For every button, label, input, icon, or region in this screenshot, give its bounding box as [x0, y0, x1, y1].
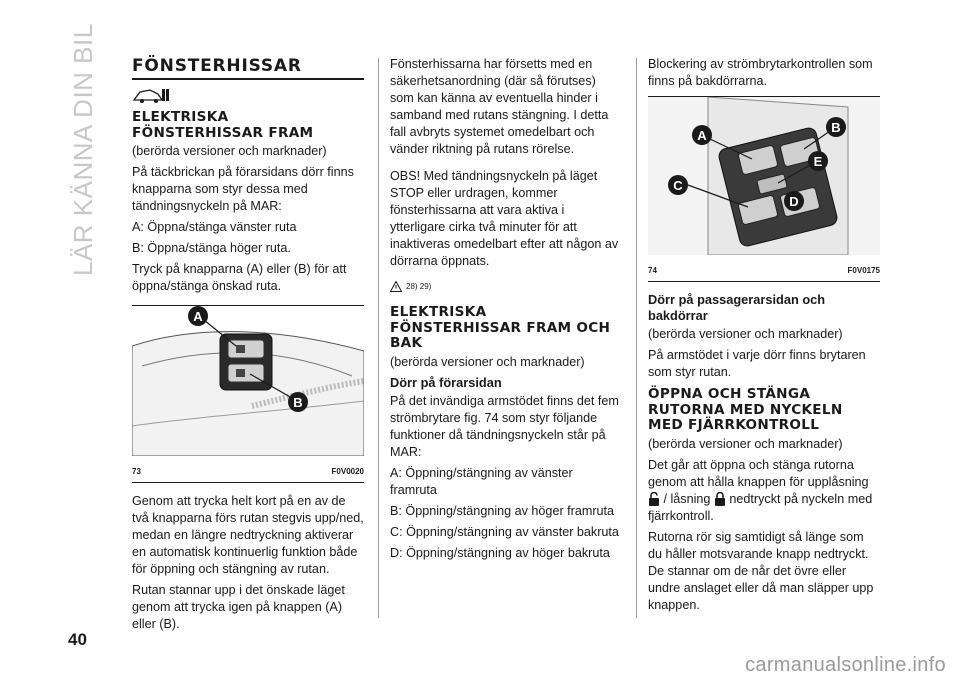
page-number: 40 — [68, 630, 87, 649]
paragraph: (berörda versioner och marknader) — [648, 327, 843, 341]
paragraph: B: Öppning/stängning av höger framruta — [390, 503, 615, 518]
paragraph: På täckbrickan på förarsidans dörr finns knapparna som styr dessa med tändningsnyckeln på MAR: — [132, 165, 354, 213]
paragraph: (berörda versioner och marknader) — [132, 144, 327, 158]
armrest-switches-illustration — [648, 97, 880, 255]
paragraph: Det går att öppna och stänga rutorna genom att hålla knappen för upplåsning / låsning nedtryckt på nyckeln med fjärrkontroll. — [648, 457, 873, 523]
warning-references: 28) 29) — [390, 278, 622, 295]
label-b: B — [831, 120, 841, 135]
paragraph: (berörda versioner och marknader) — [648, 436, 843, 451]
paragraph: På armstödet i varje dörr finns brytaren som styr rutan. — [648, 348, 866, 379]
paragraph: Tryck på knapparna (A) eller (B) för att öppna/stänga önskad ruta. — [132, 262, 347, 293]
car-doors-icon — [132, 86, 170, 104]
figure-number: 73 — [132, 467, 141, 476]
label-b: B — [293, 395, 303, 410]
label-e: E — [813, 154, 823, 169]
label-c: C — [673, 178, 683, 193]
paragraph: Genom att trycka helt kort på en av de två knapparna förs rutan stegvis upp/ned, medan en längre nedtryckning aktiverar en automatisk kontinuerlig funktion både för öppning och stängning av rutan. — [132, 494, 364, 576]
column-3 — [648, 56, 880, 618]
label-a: A — [697, 128, 707, 143]
paragraph: OBS! Med tändningsnyckeln på läget STOP eller urdragen, kommer fönsterhissarna att vara aktiva i ytterligare cirka två minuter för att inaktiveras omedelbart efter att någon av dörrarna öppnats. — [390, 169, 619, 268]
paragraph: På det invändiga armstödet finns det fem strömbrytare fig. 74 som styr följande funktioner då tändningsnyckeln står på MAR: — [390, 393, 619, 459]
column-divider — [378, 58, 379, 618]
figure-number: 74 — [648, 266, 657, 275]
section-title: ELEKTRISKA FÖNSTERHISSAR FRAM OCH BAK — [390, 304, 611, 351]
figure-74 — [648, 96, 880, 282]
section-title: ÖPPNA OCH STÄNGA RUTORNA MED NYCKELN MED FJÄRRKONTROLL — [648, 386, 843, 433]
figure-caption — [132, 461, 364, 482]
paragraph: Rutorna rör sig samtidigt så länge som du håller motsvarande knapp nedtryckt. De stannar om de når det övre eller undre anslaget eller då man släpper upp knappen. — [648, 529, 874, 612]
version-icons — [132, 86, 364, 104]
label-a: A — [193, 309, 203, 324]
subsection-title: Dörr på förarsidan — [390, 374, 502, 390]
door-panel-illustration — [132, 306, 364, 456]
column-1 — [132, 56, 364, 637]
column-divider — [636, 58, 637, 618]
paragraph: Rutan stannar upp i det önskade läget genom att trycka igen på knappen (A) eller (B). — [132, 583, 345, 631]
label-d: D — [789, 194, 799, 209]
figure-73 — [132, 305, 364, 483]
title-rule — [132, 78, 364, 80]
warning-triangle-icon — [390, 281, 402, 292]
paragraph: A: Öppna/stänga vänster ruta — [132, 220, 297, 234]
subsection-title: Dörr på passagerarsidan och bakdörrar — [648, 292, 826, 323]
paragraph: D: Öppning/stängning av höger bakruta — [390, 545, 610, 560]
paragraph: (berörda versioner och marknader) — [390, 354, 585, 369]
paragraph: C: Öppning/stängning av vänster bakruta — [390, 524, 619, 539]
watermark: carmanualsonline.info — [745, 654, 946, 676]
figure-code: F0V0020 — [331, 467, 364, 476]
figure-code: F0V0175 — [847, 266, 880, 275]
figure-caption — [648, 260, 880, 281]
paragraph: B: Öppna/stänga höger ruta. — [132, 241, 291, 255]
lock-icon — [714, 492, 726, 506]
paragraph: Blockering av strömbrytarkontrollen som finns på bakdörrarna. — [648, 57, 873, 88]
page-title: FÖNSTERHISSAR — [132, 56, 302, 76]
unlock-icon — [648, 492, 660, 506]
paragraph: Fönsterhissarna har försetts med en säkerhetsanordning (där så förutses) som kan känna av eventuella hinder i samband med rutans stängning. I detta fall avbryts systemet omedelbart och vänder riktning på rutans rörelse. — [390, 57, 609, 156]
column-2 — [390, 56, 622, 566]
side-tab: LÄR KÄNNA DIN BIL — [68, 23, 98, 276]
paragraph: A: Öppning/stängning av vänster framruta — [390, 465, 573, 497]
section-title: ELEKTRISKA FÖNSTERHISSAR FRAM — [132, 109, 314, 141]
